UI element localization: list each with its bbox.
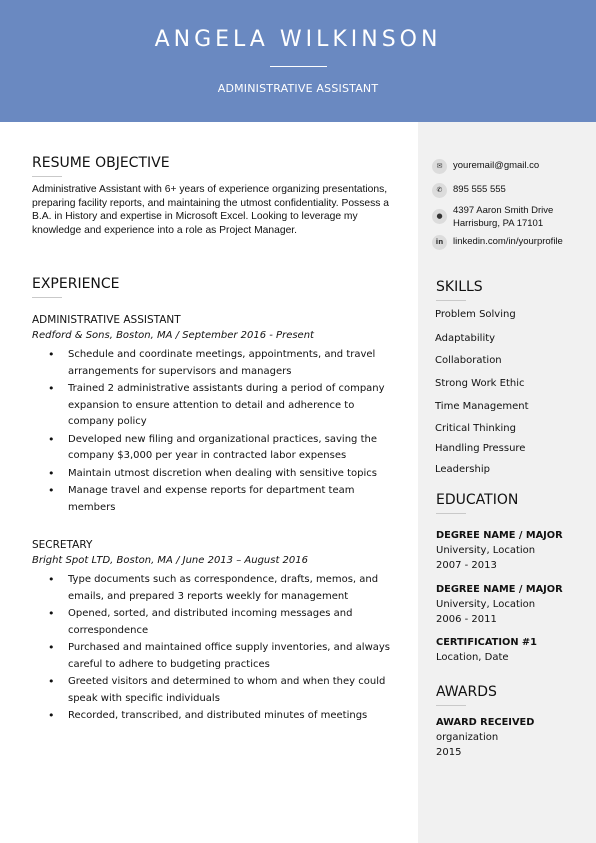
list-item: • Trained 2 administrative assistants during a period of company expansion to ensure attention to detail and adherence to company policy: [32, 381, 398, 431]
skill-item: Leadership: [435, 464, 490, 475]
skill-item: Handling Pressure: [435, 443, 526, 454]
list-item: • Manage travel and expense reports for department team members: [32, 483, 398, 516]
degree-years: 2007 - 2013: [436, 560, 497, 571]
degree-place: University, Location: [436, 599, 536, 610]
job-bullets: [32, 572, 398, 726]
header-banner: [0, 0, 596, 122]
address-line-2: Harrisburg, PA 17101: [453, 217, 544, 229]
certification-place: Location, Date: [436, 652, 509, 663]
skill-item: Problem Solving: [435, 309, 516, 320]
skill-item: Time Management: [435, 401, 529, 412]
skills-divider: [436, 300, 466, 301]
award-org: organization: [436, 732, 499, 743]
candidate-name: ANGELA WILKINSON: [154, 27, 442, 52]
degree-name: DEGREE NAME / MAJOR: [436, 584, 563, 595]
certification-name: CERTIFICATION #1: [436, 637, 537, 648]
contact-phone[interactable]: [432, 183, 506, 198]
address-line-1: 4397 Aaron Smith Drive: [453, 205, 554, 216]
experience-heading: EXPERIENCE: [32, 276, 120, 292]
skill-item: Strong Work Ethic: [435, 378, 525, 389]
skill-item: Collaboration: [435, 355, 502, 366]
education-heading: EDUCATION: [436, 492, 519, 508]
degree-years: 2006 - 2011: [436, 614, 497, 625]
skills-heading: SKILLS: [436, 279, 483, 295]
degree-place: University, Location: [436, 545, 536, 556]
award-title: AWARD RECEIVED: [436, 717, 535, 728]
list-item: • Maintain utmost discretion when dealing with sensitive topics: [32, 466, 398, 483]
map-pin-icon: ●: [432, 209, 447, 224]
awards-heading: AWARDS: [436, 684, 497, 700]
education-entry: [436, 528, 563, 573]
education-entry: [436, 635, 537, 665]
award-year: 2015: [436, 747, 462, 758]
award-entry: [436, 715, 534, 760]
list-item: • Type documents such as correspondence, drafts, memos, and emails, and prepared 3 reports weekly for management: [32, 572, 398, 605]
skill-item: Critical Thinking: [435, 423, 516, 434]
phone-text: 895 555 555: [453, 184, 506, 195]
list-item: • Schedule and coordinate meetings, appointments, and travel arrangements for supervisors and managers: [32, 347, 398, 380]
degree-name: DEGREE NAME / MAJOR: [436, 530, 563, 541]
header-divider: [270, 66, 327, 67]
contact-linkedin[interactable]: [432, 235, 563, 250]
experience-divider: [32, 297, 62, 298]
contact-email[interactable]: [432, 159, 539, 174]
objective-text: Administrative Assistant with 6+ years of experience organizing presentations, preparing facility reports, and maintaining the utmost confidentiality. Possess a B.A. in History and expertise in Microsoft Excel. Looking to leverage my knowledge and experience into a role as Project Manager.: [32, 184, 389, 236]
list-item: • Purchased and maintained office supply inventories, and always careful to adhere to budgeting practices: [32, 640, 398, 673]
skill-item: Adaptability: [435, 333, 496, 344]
list-item: • Developed new filing and organizational practices, saving the company $3,000 per year in contracted labor expenses: [32, 432, 398, 465]
phone-icon: ✆: [432, 183, 447, 198]
job-title: ADMINISTRATIVE ASSISTANT: [32, 314, 181, 326]
objective-divider: [32, 176, 62, 177]
job-meta: Redford & Sons, Boston, MA / September 2016 - Present: [32, 330, 314, 341]
education-entry: [436, 582, 563, 627]
objective-heading: RESUME OBJECTIVE: [32, 155, 170, 171]
job-meta: Bright Spot LTD, Boston, MA / June 2013 – August 2016: [32, 555, 309, 566]
linkedin-icon: in: [432, 235, 447, 250]
education-divider: [436, 513, 466, 514]
candidate-title: ADMINISTRATIVE ASSISTANT: [217, 82, 379, 95]
linkedin-text: linkedin.com/in/yourprofile: [453, 236, 563, 247]
job-title: SECRETARY: [32, 539, 93, 551]
email-text: youremail@gmail.co: [453, 160, 540, 171]
list-item: • Recorded, transcribed, and distributed minutes of meetings: [32, 708, 398, 725]
contact-address: [432, 205, 553, 230]
awards-divider: [436, 705, 466, 706]
job-bullets: [32, 347, 398, 517]
list-item: • Opened, sorted, and distributed incoming messages and correspondence: [32, 606, 398, 639]
envelope-icon: ✉: [432, 159, 447, 174]
address-text: [453, 205, 553, 230]
list-item: • Greeted visitors and determined to whom and when they could speak with specific individuals: [32, 674, 398, 707]
